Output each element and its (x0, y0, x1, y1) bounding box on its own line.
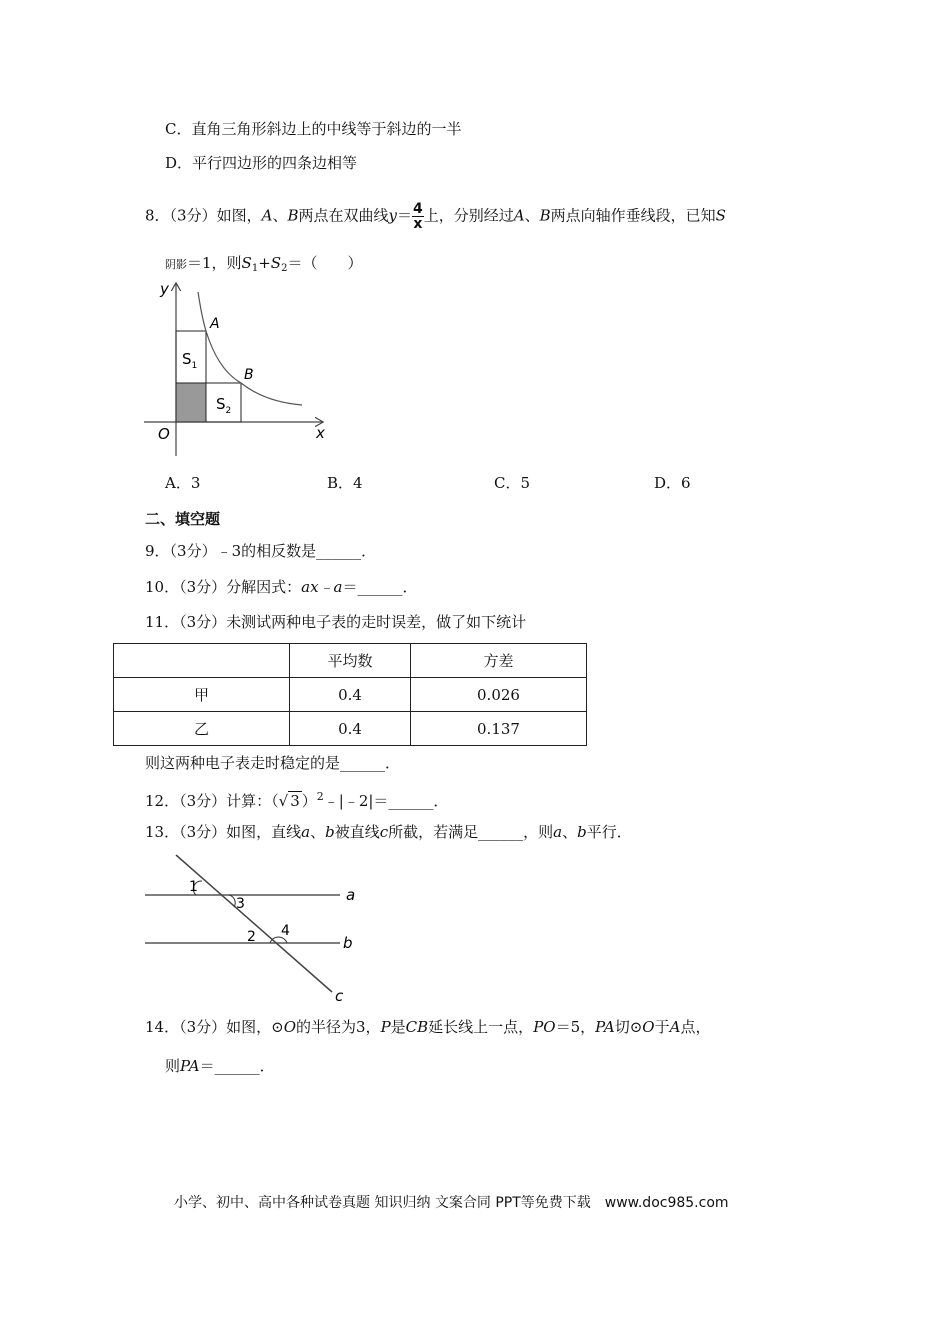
line-c (176, 855, 332, 992)
table-header-cell: 方差 (411, 644, 587, 678)
x-axis-label: x (316, 424, 325, 442)
q8-option-a: A．3 (165, 474, 201, 492)
q8-stem-cont: 阴影＝1，则$S_1+S_2=$（ ） (165, 254, 363, 274)
table-row (114, 712, 587, 746)
line-c-label: c (335, 987, 344, 1005)
q8-option-d: D．6 (654, 474, 691, 492)
origin-label: O (158, 425, 170, 443)
table-cell: 0.4 (290, 712, 411, 746)
q13-figure (140, 850, 370, 1005)
hyperbola-curve (198, 292, 302, 405)
q8-option-c: C．5 (494, 474, 531, 492)
q12: 12．（3分）计算：（√ 3 ）$^2$﹣|﹣2|＝______． (145, 790, 449, 810)
page-footer: 小学、初中、高中各种试卷真题 知识归纳 文案合同 PPT等免费下载 www.doc985.com (174, 1195, 729, 1211)
q7-option-d: D．平行四边形的四条边相等 (165, 154, 358, 172)
angle-2-label: 2 (247, 929, 256, 945)
q13-stem: 13．（3分）如图，直线a、b被直线c所截，若满足______，则a、b平行． (145, 823, 632, 841)
table-cell: 甲 (114, 678, 290, 712)
s2-label: $S_2$ (216, 395, 232, 416)
table-cell: 乙 (114, 712, 290, 746)
line-b-label: b (343, 934, 353, 952)
table-header-cell: 平均数 (290, 644, 411, 678)
shaded-region (176, 383, 206, 422)
q8-fraction: $\frac{4}{x}$ (413, 201, 423, 232)
q10: 10．（3分）分解因式：ax﹣a＝______． (145, 578, 418, 596)
y-axis-label: y (160, 280, 169, 298)
angle-1-label: 1 (189, 879, 198, 895)
table-header-cell (114, 644, 290, 678)
angle-3-label: 3 (236, 896, 245, 912)
angle-4-label: 4 (281, 923, 290, 939)
table-cell: 0.137 (411, 712, 587, 746)
table-cell: 0.4 (290, 678, 411, 712)
q8-figure (140, 278, 340, 460)
q7-option-c: C．直角三角形斜边上的中线等于斜边的一半 (165, 120, 462, 138)
q8-option-b: B．4 (327, 474, 363, 492)
table-row (114, 678, 587, 712)
q11-stem: 11．（3分）未测试两种电子表的走时误差，做了如下统计 (145, 613, 527, 631)
table-cell: 0.026 (411, 678, 587, 712)
section-heading: 二、填空题 (145, 510, 221, 528)
point-a-label: A (210, 316, 220, 332)
point-b-label: B (244, 367, 254, 383)
q8-stem: 8．（3分）如图，A、B两点在双曲线y＝ $\frac{4}{x}$ 上，分别经过A、B两点向轴作垂线段，已知S (145, 201, 726, 232)
q11-after: 则这两种电子表走时稳定的是______． (145, 754, 401, 772)
statistics-table (113, 643, 587, 746)
line-a-label: a (346, 886, 356, 904)
sqrt-symbol: √ 3 (278, 792, 300, 810)
s1-label: $S_1$ (182, 350, 198, 371)
q14-line1: 14．（3分）如图，⊙O的半径为3，P是CB延长线上一点，PO＝5，PA切⊙O于A点， (145, 1018, 711, 1036)
table-header-row (114, 644, 587, 678)
q9: 9．（3分）﹣3的相反数是______． (145, 542, 377, 560)
q14-line2: 则PA＝______． (165, 1057, 275, 1075)
